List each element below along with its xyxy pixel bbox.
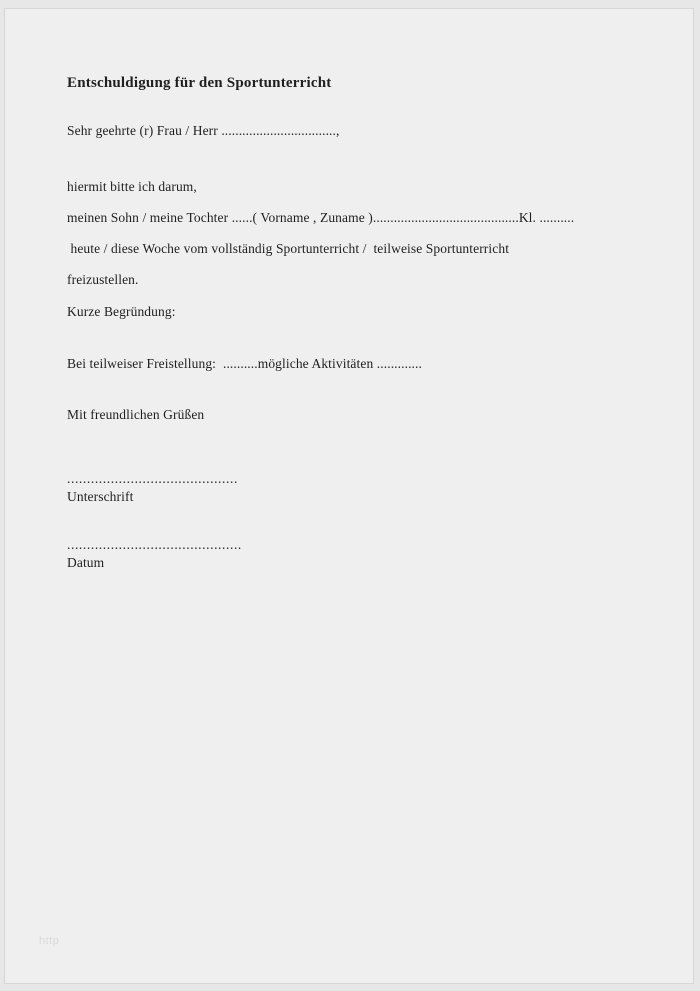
signature-dotted-line: ........................................... <box>67 471 238 486</box>
release-line: freizustellen. <box>67 272 139 287</box>
partial-release-line: Bei teilweiser Freistellung: ..........mögliche Aktivitäten ............. <box>67 356 422 371</box>
date-dotted-line: ............................................ <box>67 537 242 552</box>
salutation-line: Sehr geehrte (r) Frau / Herr ................................., <box>67 123 340 138</box>
date-label: Datum <box>67 555 105 570</box>
period-options-line: heute / diese Woche vom vollständig Sportunterricht / teilweise Sportunterricht <box>67 241 510 256</box>
document-page <box>4 8 694 984</box>
document-title: Entschuldigung für den Sportunterricht <box>67 75 332 91</box>
signature-label: Unterschrift <box>67 489 134 504</box>
request-intro-line: hiermit bitte ich darum, <box>67 179 197 194</box>
watermark-text: http <box>39 935 60 947</box>
closing-line: Mit freundlichen Grüßen <box>67 407 205 422</box>
reason-label: Kurze Begründung: <box>67 304 176 319</box>
child-name-class-line: meinen Sohn / meine Tochter ......( Vorname , Zuname )..........................................Kl. .......... <box>67 210 575 225</box>
